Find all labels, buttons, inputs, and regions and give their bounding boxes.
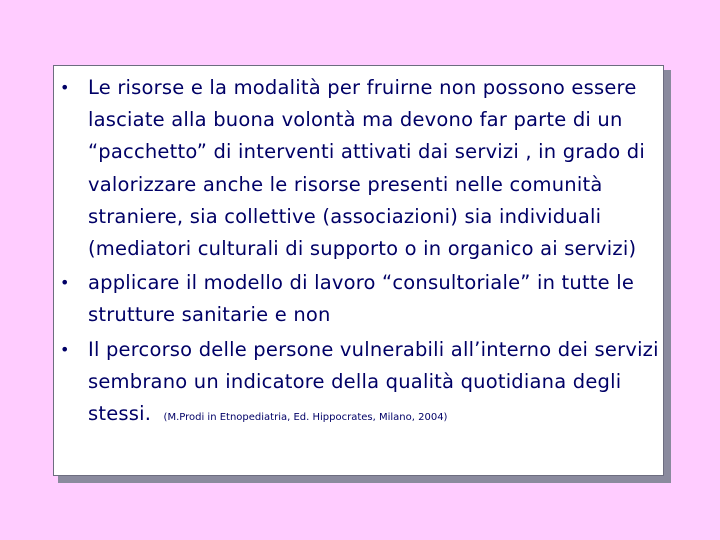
bullet-text: Le risorse e la modalità per fruirne non possono essere lasciate alla buona volontà ma devono far parte di un “pacchetto” di interventi attivati dai servizi , in grado di valorizzare anche le risorse presenti nelle comunità straniere, sia collettive (associazioni) sia individuali (mediatori culturali di supporto o in organico ai servizi) — [88, 76, 646, 261]
bullet-text: Il percorso delle persone vulnerabili all’interno dei servizi sembrano un indicatore della qualità quotidiana degli stessi. — [88, 337, 659, 426]
bullet-icon: • — [60, 78, 70, 97]
bullet-item-resources — [60, 72, 660, 265]
bullet-icon: • — [60, 273, 70, 293]
bullet-item-pathway — [60, 334, 660, 435]
citation: (M.Prodi in Etnopediatria, Ed. Hippocrates, Milano, 2004) — [163, 412, 448, 424]
bullet-item-model — [60, 267, 660, 331]
bullet-text: applicare il modello di lavoro “consultoriale” in tutte le strutture sanitarie e non — [88, 271, 635, 327]
bullet-icon: • — [60, 339, 70, 359]
content-card — [53, 65, 664, 476]
bullet-list — [60, 72, 660, 436]
